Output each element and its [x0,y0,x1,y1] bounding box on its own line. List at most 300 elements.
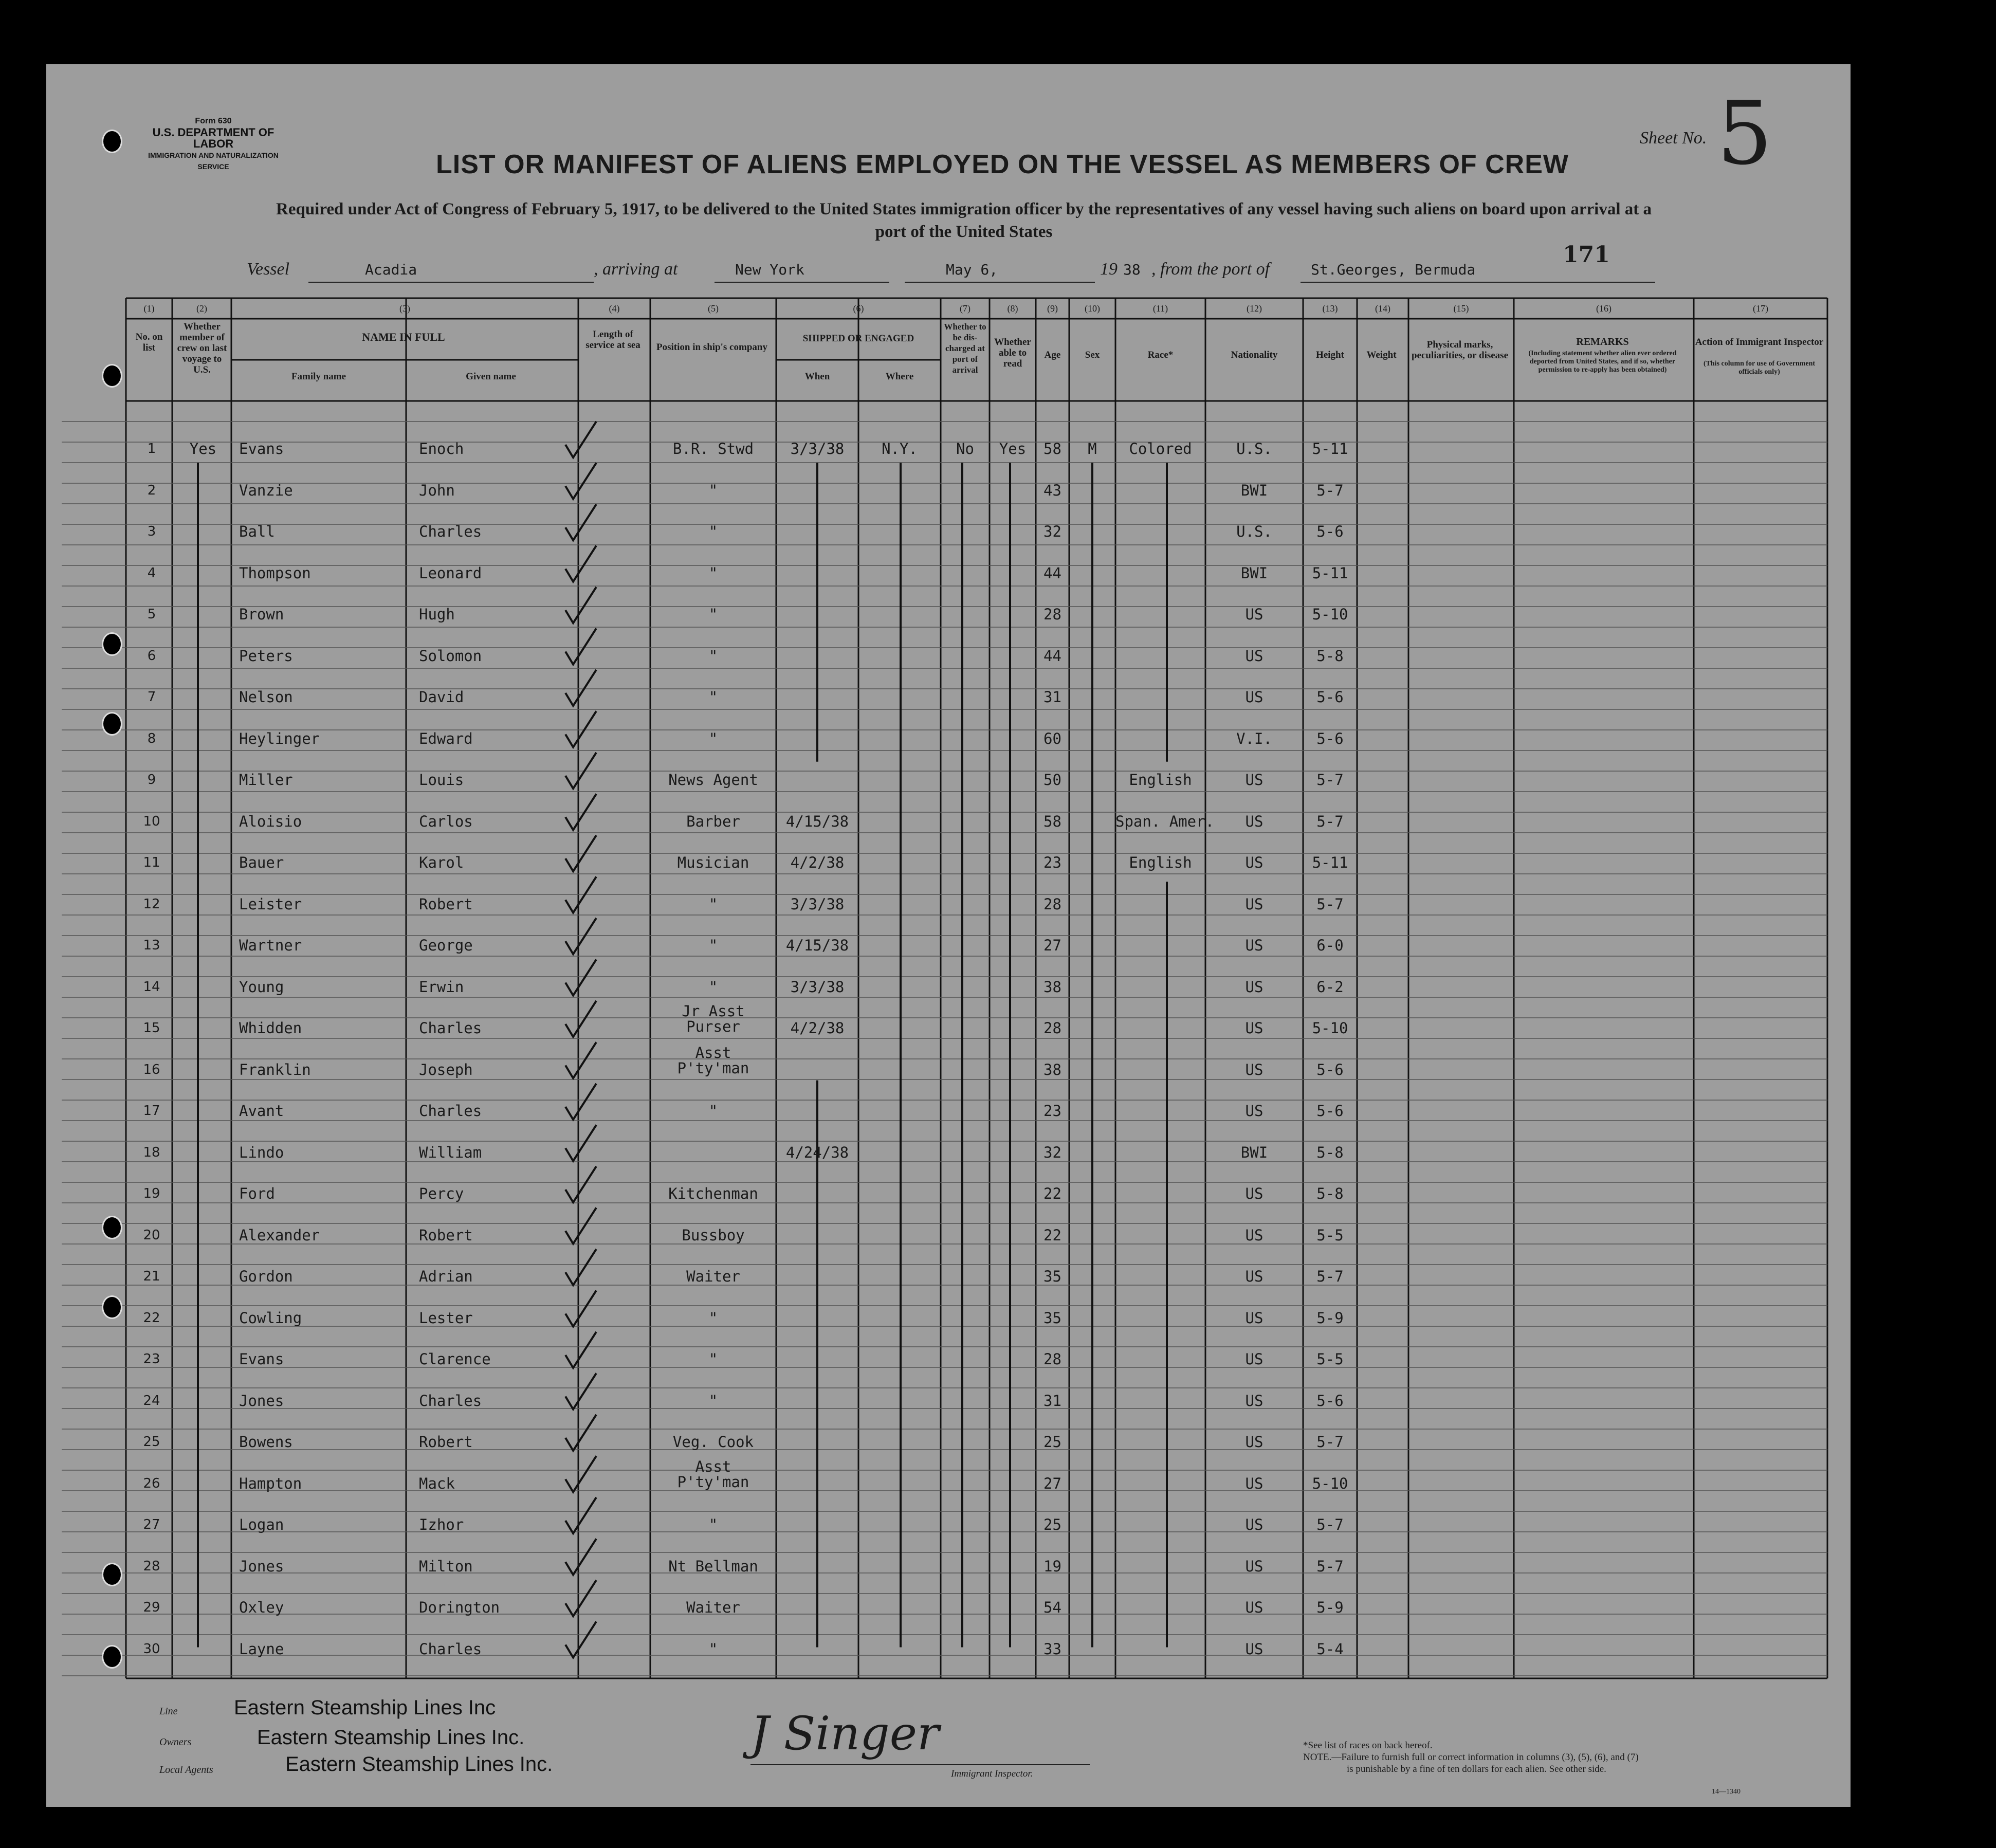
cell-given: Solomon [419,647,482,665]
row-number: 21 [143,1269,160,1284]
cell-given: Carlos [419,812,473,830]
cell-family: Franklin [239,1060,311,1078]
column-number: (16) [1596,303,1612,314]
cell-height: 5-9 [1316,1309,1344,1327]
cell-given: John [419,481,455,499]
cell-family: Bauer [239,854,284,871]
col-family-name-header: Family name [291,371,346,382]
cell-height: 5-11 [1312,564,1348,582]
cell-nationality: US [1245,1226,1263,1244]
year-prefix: 19 [1100,260,1118,279]
col-where-header: Where [885,371,914,382]
cell-when: 3/3/38 [790,978,845,996]
cell-nationality: US [1245,647,1263,665]
cell-given: Mack [419,1474,455,1492]
cell-given: Percy [419,1185,464,1202]
local-agents-label: Local Agents [159,1764,213,1776]
cell-prev: Yes [189,440,217,458]
cell-height: 5-7 [1316,481,1344,499]
cell-race: English [1129,771,1192,789]
cell-height: 5-6 [1316,1392,1344,1410]
row-number: 27 [143,1517,160,1532]
row-number: 18 [143,1144,160,1160]
cell-family: Heylinger [239,729,320,747]
cell-height: 5-6 [1316,523,1344,540]
cell-nationality: US [1245,688,1263,706]
cell-position: Veg. Cook [672,1433,754,1451]
col-nationality-header: Nationality [1231,350,1278,360]
cell-given: Lester [419,1309,473,1327]
row-number: 23 [143,1351,160,1367]
col-remarks-subheader: (Including statement whether alien ever ordered deported from United States, and if so, whether permission to re-apply has been obtained) [1528,350,1677,374]
subtitle-line-1: Required under Act of Congress of February 5, 1917, to be delivered to the United States immigration officer by the representatives of any vessel having such aliens on board upon arrival at a [276,200,1652,218]
cell-race: Span. Amer. [1115,812,1215,830]
cell-family: Jones [239,1392,284,1410]
cell-nationality: US [1245,1102,1263,1120]
cell-position: B.R. Stwd [672,440,754,458]
col-shipped-header: SHIPPED OR ENGAGED [802,333,914,344]
cell-given: Joseph [419,1060,473,1078]
cell-height: 5-10 [1312,606,1348,623]
cell-height: 5-10 [1312,1019,1348,1037]
cell-age: 25 [1043,1433,1061,1451]
cell-given: Clarence [419,1350,491,1368]
column-number: (17) [1753,303,1768,314]
cell-nationality: US [1245,1433,1263,1451]
col-no-header: No. on list [135,332,163,353]
cell-nationality: US [1245,1309,1263,1327]
col-read-header: Whether able to read [994,337,1031,369]
col-discharged-header: Whether to be dis-charged at port of arrival [944,322,986,375]
cell-position: " [708,978,718,996]
cell-nationality: BWI [1240,1143,1268,1161]
cell-age: 58 [1043,812,1061,830]
row-number: 12 [143,896,160,912]
col-height-header: Height [1316,350,1344,360]
row-number: 22 [143,1310,160,1326]
cell-position: " [708,523,718,540]
cell-given: Hugh [419,606,455,623]
row-number: 25 [143,1434,160,1450]
col-physical-marks-header: Physical marks, peculiarities, or disease [1411,339,1509,361]
col-action-subheader: (This column for use of Government officials only) [1703,360,1816,376]
cell-height: 5-4 [1316,1640,1344,1658]
cell-age: 28 [1043,1350,1061,1368]
cell-given: Charles [419,1019,482,1037]
cell-family: Ford [239,1185,275,1202]
form-number: Form 630 [195,117,232,125]
punch-hole [102,1563,122,1586]
punch-hole [102,632,122,656]
inspector-label: Immigrant Inspector. [951,1768,1033,1779]
row-number: 5 [147,607,156,622]
cell-height: 5-10 [1312,1474,1348,1492]
cell-given: Robert [419,1433,473,1451]
cell-nationality: V.I. [1236,729,1272,747]
cell-height: 5-8 [1316,1185,1344,1202]
cell-nationality: US [1245,771,1263,789]
column-number: (2) [196,303,207,314]
row-number: 20 [143,1227,160,1243]
cell-height: 5-7 [1316,1433,1344,1451]
arrival-port: New York [735,261,804,278]
cell-position: Waiter [686,1599,740,1616]
cell-family: Miller [239,771,293,789]
cell-age: 54 [1043,1599,1061,1616]
row-number: 8 [147,730,156,746]
sheet-number-label: Sheet No. [1640,129,1707,148]
column-number: (9) [1047,303,1058,314]
cell-age: 22 [1043,1185,1061,1202]
cell-position: Nt Bellman [668,1557,758,1575]
cell-position: " [708,1309,718,1327]
cell-position: " [708,1516,718,1533]
cell-height: 5-6 [1316,729,1344,747]
cell-family: Alexander [239,1226,320,1244]
arrival-year: 38 [1123,261,1141,278]
cell-height: 5-5 [1316,1226,1344,1244]
cell-age: 28 [1043,1019,1061,1037]
cell-given: Erwin [419,978,464,996]
cell-family: Vanzie [239,481,293,499]
cell-height: 5-7 [1316,1268,1344,1285]
cell-height: 5-5 [1316,1350,1344,1368]
departure-port: St.Georges, Bermuda [1311,261,1476,278]
cell-family: Hampton [239,1474,302,1492]
cell-age: 44 [1043,564,1061,582]
cell-age: 44 [1043,647,1061,665]
cell-family: Brown [239,606,284,623]
agents-company: Eastern Steamship Lines Inc. [285,1753,553,1776]
cell-height: 5-8 [1316,1143,1344,1161]
row-number: 29 [143,1600,160,1615]
cell-nationality: US [1245,1516,1263,1533]
col-given-name-header: Given name [466,371,516,382]
cell-age: 28 [1043,606,1061,623]
col-position-header: Position in ship's company [656,342,767,353]
cell-age: 38 [1043,978,1061,996]
cell-position: " [708,1392,718,1410]
cell-height: 5-7 [1316,1516,1344,1533]
cell-given: Charles [419,1102,482,1120]
cell-family: Wartner [239,937,302,954]
sheet-number: 5 [1717,83,1773,185]
cell-family: Bowens [239,1433,293,1451]
cell-nationality: US [1245,1185,1263,1202]
cell-family: Jones [239,1557,284,1575]
cell-age: 58 [1043,440,1061,458]
cell-position: Jr Asst Purser [682,1002,745,1035]
cell-given: Robert [419,1226,473,1244]
punch-hole [102,1216,122,1239]
cell-position: Bussboy [682,1226,745,1244]
cell-nationality: US [1245,1640,1263,1658]
cell-nationality: US [1245,1474,1263,1492]
cell-when: 4/2/38 [790,854,845,871]
cell-age: 32 [1043,523,1061,540]
punch-hole [102,712,122,736]
cell-age: 22 [1043,1226,1061,1244]
cell-given: Enoch [419,440,464,458]
col-weight-header: Weight [1366,350,1397,360]
cell-family: Layne [239,1640,284,1658]
punch-hole [102,1645,122,1669]
stamped-number: 171 [1563,242,1610,268]
cell-when: 4/15/38 [785,812,849,830]
cell-nationality: US [1245,895,1263,913]
col-age-header: Age [1044,350,1061,360]
column-number: (11) [1152,303,1168,314]
column-number: (14) [1375,303,1390,314]
cell-age: 31 [1043,1392,1061,1410]
row-number: 28 [143,1558,160,1574]
races-note: *See list of races on back hereof. [1303,1740,1433,1751]
cell-nationality: US [1245,978,1263,996]
row-number: 16 [143,1062,160,1077]
cell-family: Young [239,978,284,996]
column-number: (8) [1007,303,1018,314]
col-previous-voyage-header: Whether member of crew on last voyage to U.S. [177,321,227,375]
vessel-label: Vessel [247,260,290,279]
column-number: (7) [960,303,970,314]
cell-given: William [419,1143,482,1161]
cell-family: Logan [239,1516,284,1533]
penalty-note-2: is punishable by a fine of ten dollars for each alien. See other side. [1347,1764,1606,1774]
col-when-header: When [804,371,830,382]
cell-race: Colored [1129,440,1192,458]
column-number: (15) [1453,303,1469,314]
cell-height: 5-7 [1316,771,1344,789]
row-number: 1 [147,441,156,456]
cell-family: Thompson [239,564,311,582]
cell-position: Asst P'ty'man [677,1457,749,1491]
cell-position: Musician [677,854,749,871]
cell-given: Charles [419,1392,482,1410]
cell-race: English [1129,854,1192,871]
cell-family: Ball [239,523,275,540]
cell-given: Dorington [419,1599,500,1616]
service-name: IMMIGRATION AND NATURALIZATION SERVICE [148,151,279,171]
cell-height: 5-6 [1316,1060,1344,1078]
line-company: Eastern Steamship Lines Inc [234,1696,496,1719]
cell-when: 4/15/38 [785,937,849,954]
cell-nationality: U.S. [1236,440,1272,458]
cell-where: N.Y. [882,440,918,458]
from-port-label: , from the port of [1151,260,1270,279]
cell-age: 35 [1043,1309,1061,1327]
col-action-header: Action of Immigrant Inspector [1695,337,1824,347]
row-number: 24 [143,1393,160,1408]
owners-company: Eastern Steamship Lines Inc. [257,1726,525,1749]
column-number: (5) [708,303,719,314]
cell-height: 5-11 [1312,854,1348,871]
inspector-signature: J Singer [750,1707,939,1761]
row-number: 6 [147,648,156,664]
cell-family: Peters [239,647,293,665]
cell-when: 3/3/38 [790,440,845,458]
cell-family: Lindo [239,1143,284,1161]
cell-family: Aloisio [239,812,302,830]
cell-family: Gordon [239,1268,293,1285]
cell-height: 5-6 [1316,1102,1344,1120]
cell-position: " [708,729,718,747]
cell-height: 5-7 [1316,895,1344,913]
cell-age: 28 [1043,895,1061,913]
cell-age: 23 [1043,1102,1061,1120]
cell-nationality: BWI [1240,481,1268,499]
cell-position: " [708,606,718,623]
cell-age: 23 [1043,854,1061,871]
row-number: 13 [143,938,160,953]
cell-position: " [708,688,718,706]
arrival-date: May 6, [946,261,998,278]
cell-height: 5-9 [1316,1599,1344,1616]
cell-nationality: BWI [1240,564,1268,582]
cell-age: 60 [1043,729,1061,747]
row-number: 11 [143,855,160,870]
cell-nationality: US [1245,1268,1263,1285]
column-number: (10) [1085,303,1100,314]
cell-position: " [708,1640,718,1658]
cell-position: Barber [686,812,740,830]
cell-age: 35 [1043,1268,1061,1285]
column-number: (4) [609,303,620,314]
punch-hole [102,364,122,388]
cell-position: " [708,481,718,499]
cell-age: 33 [1043,1640,1061,1658]
cell-position: Asst P'ty'man [677,1044,749,1077]
cell-position: News Agent [668,771,758,789]
cell-height: 5-8 [1316,647,1344,665]
col-sex-header: Sex [1085,350,1100,360]
cell-age: 27 [1043,1474,1061,1492]
cell-age: 38 [1043,1060,1061,1078]
column-number: (6) [853,303,864,314]
cell-family: Evans [239,1350,284,1368]
subtitle-line-2: port of the United States [875,223,1053,241]
cell-nationality: US [1245,1599,1263,1616]
row-number: 4 [147,565,156,581]
row-number: 9 [147,772,156,788]
col-remarks-header: REMARKS [1576,336,1629,347]
row-number: 3 [147,524,156,539]
cell-given: Edward [419,729,473,747]
cell-read: Yes [999,440,1027,458]
cell-when: 3/3/38 [790,895,845,913]
form-code: 14—1340 [1712,1788,1741,1796]
cell-age: 19 [1043,1557,1061,1575]
row-number: 15 [143,1020,160,1036]
cell-when: 4/2/38 [790,1019,845,1037]
column-number: (3) [399,303,410,314]
column-number: (1) [143,303,155,314]
cell-when: 4/24/38 [785,1143,849,1161]
row-number: 7 [147,689,156,705]
cell-nationality: U.S. [1236,523,1272,540]
cell-position: " [708,1102,718,1120]
cell-given: Robert [419,895,473,913]
cell-position: " [708,895,718,913]
document-title: LIST OR MANIFEST OF ALIENS EMPLOYED ON THE VESSEL AS MEMBERS OF CREW [436,150,1569,179]
cell-given: Izhor [419,1516,464,1533]
cell-nationality: US [1245,1557,1263,1575]
cell-position: " [708,647,718,665]
row-number: 26 [143,1475,160,1491]
punch-hole [102,1295,122,1319]
row-number: 14 [143,979,160,995]
cell-height: 5-11 [1312,440,1348,458]
cell-position: Waiter [686,1268,740,1285]
cell-given: David [419,688,464,706]
vessel-name: Acadia [365,261,417,278]
owners-label: Owners [159,1736,192,1748]
cell-nationality: US [1245,1392,1263,1410]
department-name: U.S. DEPARTMENT OF LABOR [152,126,274,150]
cell-nationality: US [1245,937,1263,954]
cell-family: Evans [239,440,284,458]
cell-family: Nelson [239,688,293,706]
cell-given: Charles [419,523,482,540]
col-race-header: Race* [1147,350,1174,360]
cell-height: 5-7 [1316,1557,1344,1575]
cell-family: Cowling [239,1309,302,1327]
row-number: 2 [147,482,156,498]
cell-position: Kitchenman [668,1185,758,1202]
punch-hole [102,130,122,153]
cell-given: Leonard [419,564,482,582]
cell-position: " [708,937,718,954]
cell-nationality: US [1245,812,1263,830]
line-label: Line [159,1706,178,1717]
row-number: 10 [143,813,160,829]
col-service-length-header: Length of service at sea [585,329,640,351]
cell-given: Louis [419,771,464,789]
cell-sex: M [1088,440,1097,458]
cell-given: Charles [419,1640,482,1658]
penalty-note-1: NOTE.—Failure to furnish full or correct information in columns (3), (5), (6), and (7) [1303,1752,1639,1763]
cell-nationality: US [1245,606,1263,623]
column-number: (13) [1322,303,1338,314]
cell-age: 50 [1043,771,1061,789]
cell-height: 5-6 [1316,688,1344,706]
cell-given: George [419,937,473,954]
cell-given: Milton [419,1557,473,1575]
cell-discharged: No [956,440,974,458]
row-number: 19 [143,1186,160,1201]
cell-family: Avant [239,1102,284,1120]
cell-position: " [708,1350,718,1368]
arriving-label: , arriving at [594,260,678,279]
cell-height: 5-7 [1316,812,1344,830]
cell-family: Whidden [239,1019,302,1037]
cell-position: " [708,564,718,582]
cell-age: 27 [1043,937,1061,954]
column-number: (12) [1247,303,1262,314]
cell-age: 31 [1043,688,1061,706]
col-name-header: NAME IN FULL [362,331,445,343]
cell-age: 43 [1043,481,1061,499]
cell-nationality: US [1245,1019,1263,1037]
cell-nationality: US [1245,1350,1263,1368]
cell-given: Adrian [419,1268,473,1285]
cell-nationality: US [1245,854,1263,871]
row-number: 30 [143,1641,160,1657]
cell-given: Karol [419,854,464,871]
cell-height: 6-2 [1316,978,1344,996]
cell-age: 25 [1043,1516,1061,1533]
row-number: 17 [143,1103,160,1119]
cell-age: 32 [1043,1143,1061,1161]
